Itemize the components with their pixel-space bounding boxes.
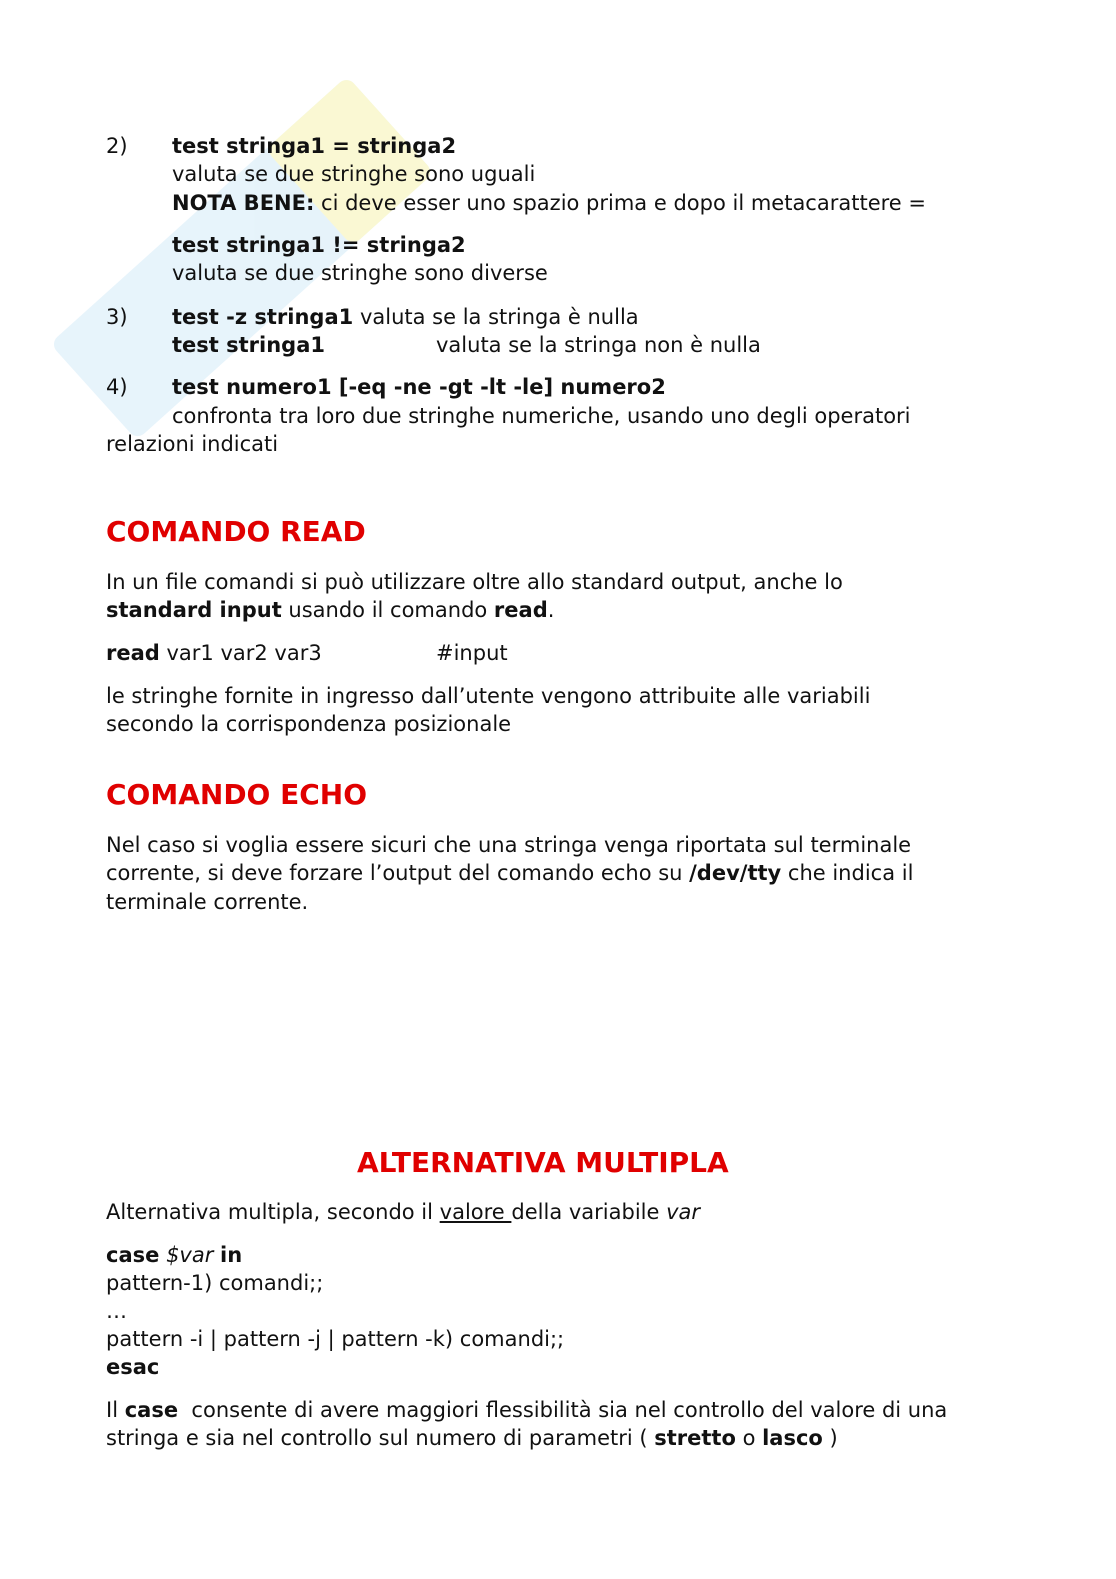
var-term: var (666, 1200, 701, 1224)
read-explanation-line-2: secondo la corrispondenza posizionale (106, 712, 512, 736)
case-keyword: case (106, 1243, 160, 1267)
o-text: o (735, 1426, 763, 1450)
ellipsis-line: … (106, 1299, 127, 1323)
read-paragraph-period: . (547, 598, 555, 622)
item-4-description-line-2: relazioni indicati (106, 432, 279, 456)
intro-text-2: della variabile (511, 1200, 667, 1224)
case-variable: $var (166, 1243, 214, 1267)
case-paragraph-line-1 (106, 1396, 947, 1425)
echo-paragraph-line-2 (106, 859, 913, 888)
read-explanation-line-1: le stringhe fornite in ingresso dall’utente vengono attribuite alle variabili (106, 684, 871, 708)
echo-paragraph-line-3: terminale corrente. (106, 890, 309, 914)
pattern-line-2: pattern -i | pattern -j | pattern -k) comandi;; (106, 1327, 565, 1351)
read-paragraph-text: usando il comando (281, 598, 494, 622)
dev-tty-term: /dev/tty (689, 861, 782, 885)
valore-term: valore (439, 1200, 512, 1224)
closing-paren: ) (822, 1426, 838, 1450)
item-4-number: 4) (106, 375, 128, 399)
read-syntax-args: var1 var2 var3 (159, 641, 322, 665)
note-label: NOTA BENE: (172, 191, 315, 215)
section-title-echo: COMANDO ECHO (106, 778, 368, 811)
read-syntax-comment: #input (436, 641, 508, 665)
description-z: valuta se la stringa è nulla (359, 305, 639, 329)
read-paragraph-line-2 (106, 596, 554, 625)
echo-line-2-end: che indica il (781, 861, 914, 885)
alternativa-intro (106, 1198, 700, 1227)
item-2-description-not-equal: valuta se due stringhe sono diverse (172, 261, 548, 285)
description-string: valuta se la stringa non è nulla (436, 333, 761, 357)
case-paragraph-text: consente di avere maggiori flessibilità sia nel controllo del valore di una (178, 1398, 948, 1422)
stretto-term: stretto (654, 1426, 736, 1450)
read-paragraph-line-1: In un file comandi si può utilizzare oltre allo standard output, anche lo (106, 570, 843, 594)
item-3-number: 3) (106, 305, 128, 329)
section-title-alternativa: ALTERNATIVA MULTIPLA (357, 1146, 729, 1179)
case-paragraph-line-2 (106, 1424, 838, 1453)
read-syntax (106, 639, 322, 668)
item-2-number: 2) (106, 134, 128, 158)
echo-line-2-text: corrente, si deve forzare l’output del comando echo su (106, 861, 690, 885)
item-4-description-line-1: confronta tra loro due stringhe numeriche, usando uno degli operatori (172, 404, 911, 428)
lasco-term: lasco (762, 1426, 823, 1450)
item-3-line-z (172, 303, 639, 332)
case-paragraph-start: Il (106, 1398, 125, 1422)
read-term: read (493, 598, 548, 622)
note-text: ci deve esser uno spazio prima e dopo il metacarattere = (314, 191, 926, 215)
intro-text: Alternativa multipla, secondo il (106, 1200, 440, 1224)
section-title-read: COMANDO READ (106, 515, 366, 548)
item-2-note (172, 189, 926, 218)
case-paragraph-text-2: stringa e sia nel controllo sul numero di parametri ( (106, 1426, 655, 1450)
pattern-line-1: pattern-1) comandi;; (106, 1271, 324, 1295)
esac-keyword: esac (106, 1355, 160, 1379)
in-keyword: in (220, 1243, 243, 1267)
case-term: case (124, 1398, 179, 1422)
case-line (106, 1241, 242, 1270)
echo-paragraph-line-1: Nel caso si voglia essere sicuri che una stringa venga riportata sul terminale (106, 833, 912, 857)
command-test-string: test stringa1 (172, 333, 325, 357)
item-4-command: test numero1 [-eq -ne -gt -lt -le] numero2 (172, 375, 666, 399)
command-test-z: test -z stringa1 (172, 305, 354, 329)
standard-input-term: standard input (106, 598, 282, 622)
item-2-command-not-equal: test stringa1 != stringa2 (172, 233, 466, 257)
item-2-command-equal: test stringa1 = stringa2 (172, 134, 457, 158)
read-keyword: read (106, 641, 160, 665)
item-2-description-equal: valuta se due stringhe sono uguali (172, 162, 536, 186)
